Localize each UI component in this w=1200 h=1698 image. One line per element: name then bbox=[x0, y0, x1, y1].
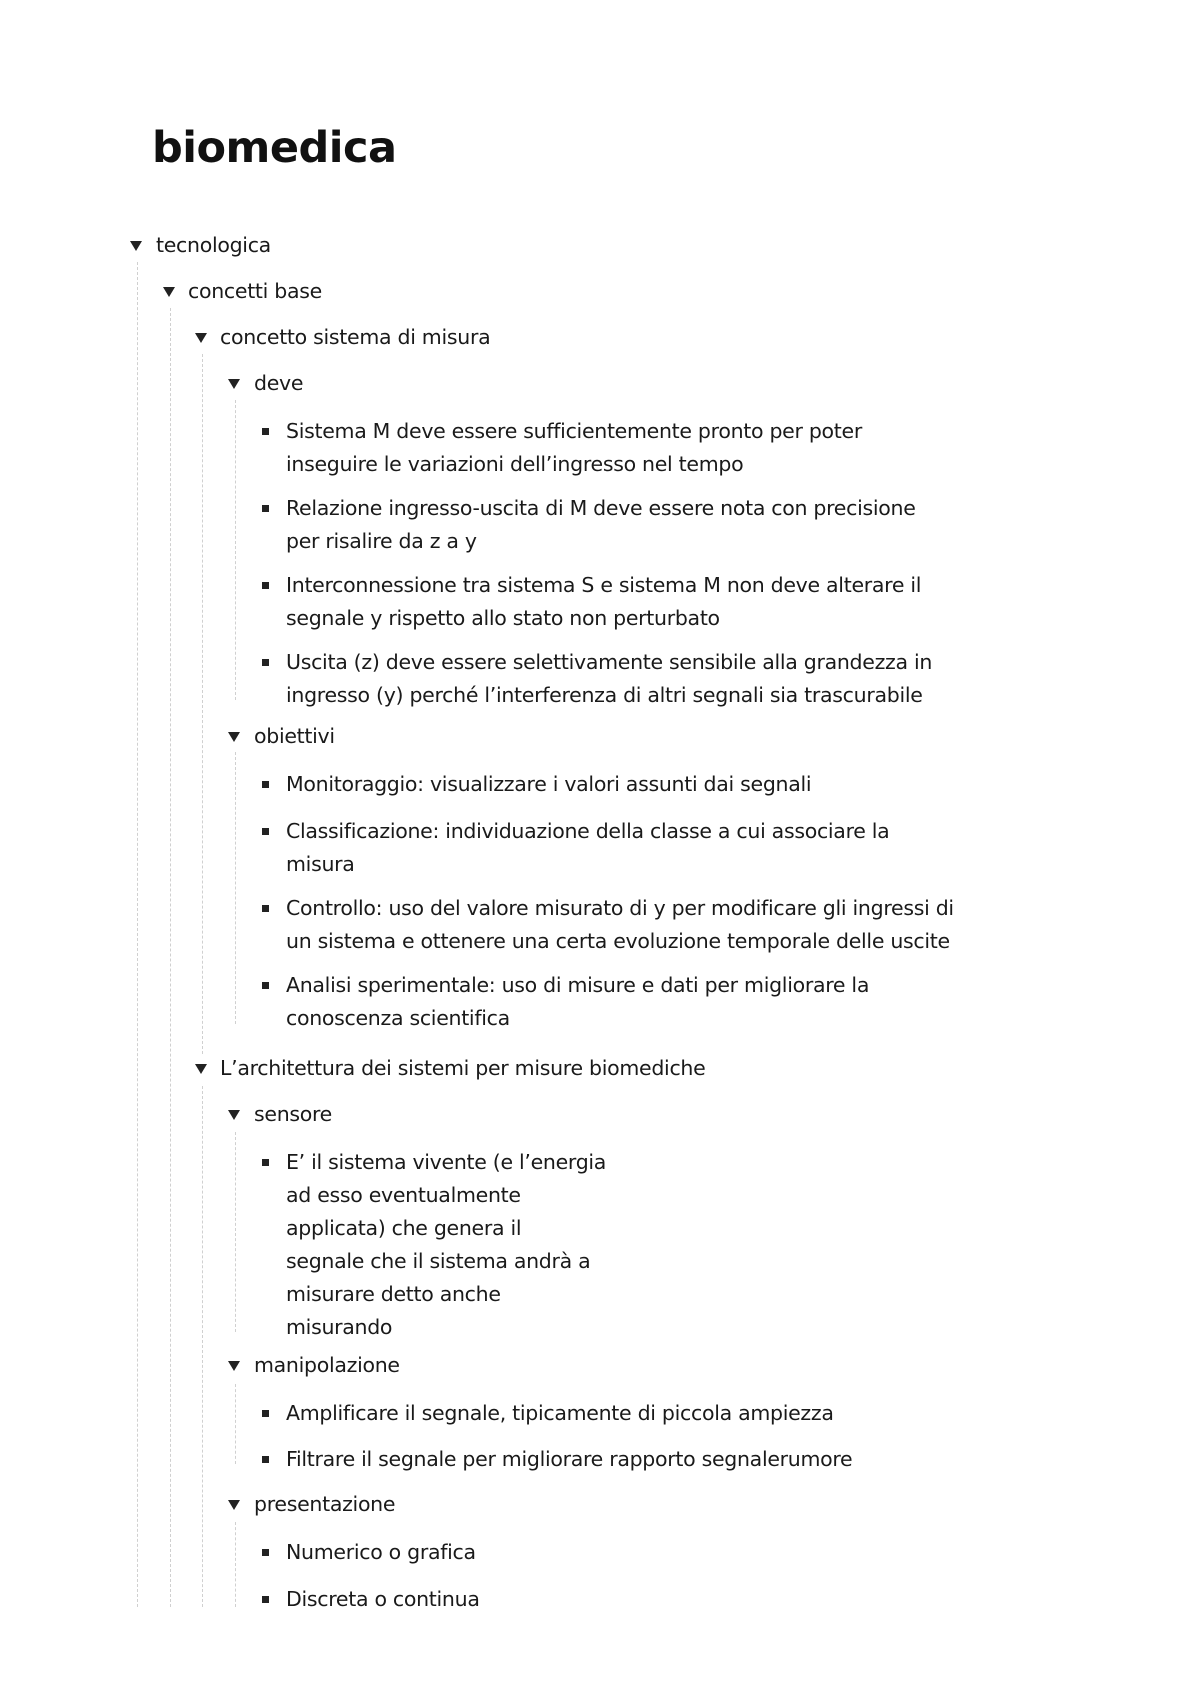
bullet-icon bbox=[262, 505, 269, 512]
list-item-line: per risalire da z a y bbox=[286, 529, 477, 553]
indent-guide bbox=[235, 1132, 236, 1332]
indent-guide bbox=[170, 308, 171, 1607]
list-item-line: applicata) che genera il bbox=[286, 1216, 522, 1240]
list-item-line: Uscita (z) deve essere selettivamente sensibile alla grandezza in bbox=[286, 650, 933, 674]
bullet-icon bbox=[262, 1410, 269, 1417]
list-item-line: segnale che il sistema andrà a bbox=[286, 1249, 591, 1273]
bullet-icon bbox=[262, 659, 269, 666]
list-item-line: Interconnessione tra sistema S e sistema M non deve alterare il bbox=[286, 573, 922, 597]
bullet-icon bbox=[262, 1596, 269, 1603]
collapse-triangle-icon[interactable] bbox=[130, 241, 142, 251]
bullet-icon bbox=[262, 905, 269, 912]
list-item-line: Numerico o grafica bbox=[286, 1540, 476, 1564]
list-item-line: Filtrare il segnale per migliorare rapporto segnalerumore bbox=[286, 1447, 853, 1471]
list-item-line: E’ il sistema vivente (e l’energia bbox=[286, 1150, 607, 1174]
outline-node-sensore[interactable]: sensore bbox=[254, 1102, 332, 1126]
list-item-line: conoscenza scientifica bbox=[286, 1006, 510, 1030]
outline-node-presentazione[interactable]: presentazione bbox=[254, 1492, 396, 1516]
page-title: biomedica bbox=[152, 123, 397, 173]
list-item-line: Controllo: uso del valore misurato di y per modificare gli ingressi di bbox=[286, 896, 954, 920]
list-item-line: Discreta o continua bbox=[286, 1587, 480, 1611]
outline-node-manipolazione[interactable]: manipolazione bbox=[254, 1353, 400, 1377]
list-item-line: inseguire le variazioni dell’ingresso nel tempo bbox=[286, 452, 744, 476]
list-item-line: Monitoraggio: visualizzare i valori assunti dai segnali bbox=[286, 772, 812, 796]
list-item-line: misurando bbox=[286, 1315, 393, 1339]
list-item-line: segnale y rispetto allo stato non perturbato bbox=[286, 606, 720, 630]
indent-guide bbox=[202, 1086, 203, 1607]
outline-node-concetti-base[interactable]: concetti base bbox=[188, 279, 322, 303]
list-item-line: Relazione ingresso-uscita di M deve essere nota con precisione bbox=[286, 496, 916, 520]
bullet-icon bbox=[262, 982, 269, 989]
list-item-line: misurare detto anche bbox=[286, 1282, 501, 1306]
list-item-line: ingresso (y) perché l’interferenza di altri segnali sia trascurabile bbox=[286, 683, 923, 707]
list-item-line: Analisi sperimentale: uso di misure e dati per migliorare la bbox=[286, 973, 870, 997]
list-item-line: misura bbox=[286, 852, 355, 876]
indent-guide bbox=[235, 1522, 236, 1607]
collapse-triangle-icon[interactable] bbox=[195, 333, 207, 343]
bullet-icon bbox=[262, 781, 269, 788]
collapse-triangle-icon[interactable] bbox=[163, 287, 175, 297]
bullet-icon bbox=[262, 1549, 269, 1556]
outline-node-concetto-sistema[interactable]: concetto sistema di misura bbox=[220, 325, 491, 349]
list-item-line: ad esso eventualmente bbox=[286, 1183, 521, 1207]
indent-guide bbox=[137, 262, 138, 1607]
indent-guide bbox=[235, 1384, 236, 1464]
bullet-icon bbox=[262, 1159, 269, 1166]
list-item-line: Sistema M deve essere sufficientemente pronto per poter bbox=[286, 419, 862, 443]
outline-node-architettura[interactable]: L’architettura dei sistemi per misure biomediche bbox=[220, 1056, 706, 1080]
list-item-line: Amplificare il segnale, tipicamente di piccola ampiezza bbox=[286, 1401, 834, 1425]
list-item-line: un sistema e ottenere una certa evoluzione temporale delle uscite bbox=[286, 929, 950, 953]
collapse-triangle-icon[interactable] bbox=[228, 1361, 240, 1371]
collapse-triangle-icon[interactable] bbox=[195, 1064, 207, 1074]
bullet-icon bbox=[262, 582, 269, 589]
outline-node-deve[interactable]: deve bbox=[254, 371, 304, 395]
list-item-line: Classificazione: individuazione della classe a cui associare la bbox=[286, 819, 890, 843]
collapse-triangle-icon[interactable] bbox=[228, 732, 240, 742]
indent-guide bbox=[202, 354, 203, 1054]
bullet-icon bbox=[262, 428, 269, 435]
collapse-triangle-icon[interactable] bbox=[228, 379, 240, 389]
outline-node-tecnologica[interactable]: tecnologica bbox=[156, 233, 271, 257]
outline-node-obiettivi[interactable]: obiettivi bbox=[254, 724, 335, 748]
collapse-triangle-icon[interactable] bbox=[228, 1500, 240, 1510]
indent-guide bbox=[235, 400, 236, 700]
bullet-icon bbox=[262, 1456, 269, 1463]
collapse-triangle-icon[interactable] bbox=[228, 1110, 240, 1120]
indent-guide bbox=[235, 752, 236, 1024]
bullet-icon bbox=[262, 828, 269, 835]
